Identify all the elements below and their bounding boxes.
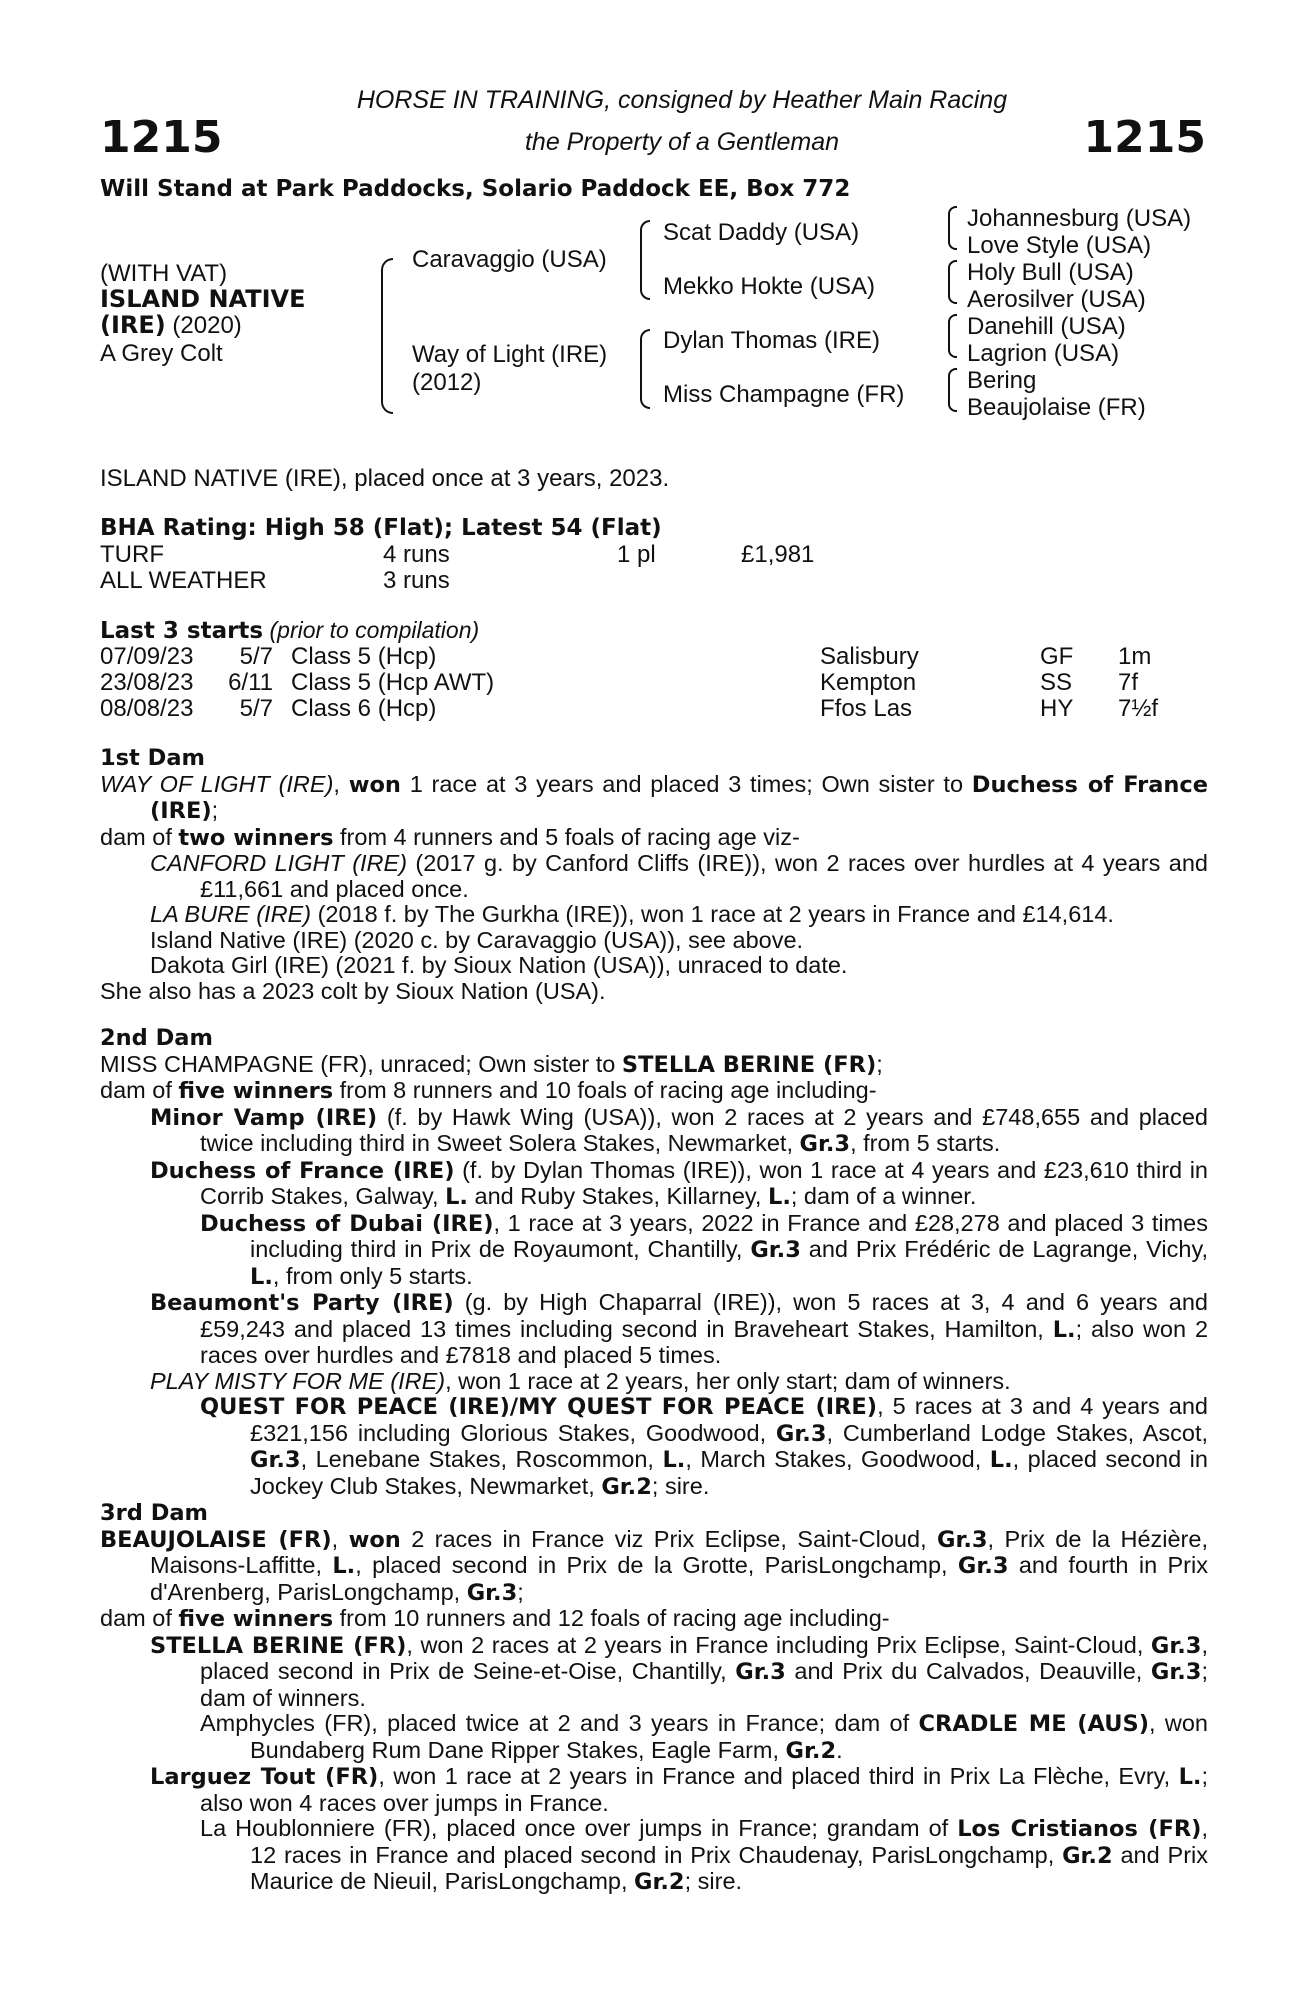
sibling-name: Duchess of France (IRE): [150, 771, 1209, 824]
produce-name: LA BURE (IRE): [150, 901, 312, 927]
last-starts-note: (prior to compilation): [269, 617, 480, 643]
text: , won 2 races at 2 years in France including Prix Eclipse, Saint-Cloud,: [406, 1631, 1151, 1658]
third-dam-summary: [100, 1527, 1208, 1607]
text: .: [836, 1736, 843, 1763]
text: , from 5 starts.: [850, 1130, 1001, 1156]
dam-name: BEAUJOLAISE (FR): [100, 1526, 332, 1553]
text: 1 race at 3 years and placed 3 times; Own sister to: [400, 770, 972, 797]
produce-item: [100, 1764, 1208, 1816]
text: ;: [876, 1050, 883, 1077]
stand-line: Will Stand at Park Paddocks, Solario Paddock EE, Box 772: [100, 176, 851, 202]
second-dam-summary: [100, 1052, 1208, 1079]
rating-earnings: £1,981: [741, 541, 815, 568]
produce-item: [100, 1211, 1208, 1291]
text: ; dam of winners.: [200, 1658, 1208, 1711]
text: , placed second in Prix de la Grotte, ParisLongchamp,: [355, 1552, 958, 1578]
pedigree-ggp-2: Love Style (USA): [967, 232, 1152, 259]
summary-line: ISLAND NATIVE (IRE), placed once at 3 years, 2023.: [100, 465, 670, 492]
text: ; sire.: [651, 1472, 710, 1499]
text: (2017 g. by Canford Cliffs (IRE)), won 2 races over hurdles at 4 years and £11,661 and placed once.: [200, 850, 1208, 902]
third-dam-heading: 3rd Dam: [100, 1500, 208, 1526]
produce-name: Duchess of Dubai (IRE): [200, 1210, 494, 1237]
produce-item: [100, 1711, 1208, 1764]
text: from 4 runners and 5 foals of racing age viz-: [333, 823, 800, 850]
produce-name: Los Cristianos (FR): [957, 1816, 1202, 1842]
start-race: Class 6 (Hcp): [291, 695, 437, 722]
consignor-line: HORSE IN TRAINING, consigned by Heather Main Racing: [356, 86, 1008, 114]
grade: L.: [1178, 1764, 1202, 1790]
pedigree-dam-dam: Miss Champagne (FR): [663, 381, 905, 408]
start-race: Class 5 (Hcp): [291, 643, 437, 670]
grade: Gr.3: [936, 1526, 988, 1553]
grade: Gr.3: [1150, 1632, 1202, 1659]
grade: Gr.3: [1150, 1659, 1202, 1685]
start-date: 23/08/23: [100, 669, 194, 696]
pedigree-brace-g1: [948, 206, 957, 250]
grade: Gr.3: [799, 1131, 851, 1157]
grade: L.: [989, 1447, 1013, 1473]
second-dam-heading: 2nd Dam: [100, 1025, 213, 1051]
text: La Houblonniere (FR), placed once over jumps in France; grandam of: [200, 1815, 958, 1841]
pedigree-dam-sire: Dylan Thomas (IRE): [663, 327, 880, 354]
lot-number-left: 1215: [100, 112, 223, 163]
text: , Lenebane Stakes, Roscommon,: [300, 1446, 663, 1472]
pedigree-brace-dam: [640, 329, 650, 409]
start-course: Kempton: [820, 669, 917, 696]
start-distance: 7½f: [1118, 695, 1159, 722]
text: , Cumberland Lodge Stakes, Ascot,: [826, 1419, 1208, 1446]
third-dam-produce-line: [100, 1606, 1208, 1633]
text: and Prix Maurice de Nieuil, ParisLongchamp,: [250, 1841, 1208, 1894]
horse-country: (IRE): [100, 311, 166, 339]
produce-name: CRADLE ME (AUS): [918, 1711, 1149, 1737]
grade: Gr.2: [1062, 1842, 1113, 1869]
text: , 1 race at 3 years, 2022 in France and £28,278 and placed 3 times including third in Prix de Royaumont, Chantilly,: [250, 1209, 1209, 1262]
start-course: Ffos Las: [820, 695, 913, 722]
text: and Prix du Calvados, Deauville,: [785, 1658, 1151, 1684]
first-dam-produce-line: [100, 825, 1208, 852]
grade: L.: [445, 1184, 468, 1210]
text: (g. by High Chaparral (IRE)), won 5 races at 3, 4 and 6 years and £59,243 and placed 13 times including second in Braveheart Stakes, Hamilton,: [200, 1289, 1208, 1342]
grade: Gr.3: [775, 1420, 827, 1447]
grade: L.: [332, 1553, 356, 1579]
pedigree-dam: Way of Light (IRE): [412, 341, 608, 368]
pedigree-brace-main: [381, 258, 393, 414]
produce-name: Beaumont's Party (IRE): [150, 1290, 454, 1316]
vat-label: (WITH VAT): [100, 260, 228, 287]
text: ; sire.: [684, 1868, 743, 1894]
first-dam-heading: 1st Dam: [100, 745, 205, 771]
produce-item: [100, 1105, 1208, 1158]
pedigree-ggp-3: Holy Bull (USA): [967, 259, 1134, 286]
pedigree-ggp-8: Beaujolaise (FR): [967, 394, 1146, 421]
text: (f. by Hawk Wing (USA)), won 2 races at 2 years and £748,655 and placed twice including third in Sweet Solera Stakes, Newmarket,: [200, 1103, 1208, 1156]
pedigree-brace-g3: [948, 314, 957, 358]
produce-name: Duchess of France (IRE): [150, 1157, 455, 1184]
won-label: won: [348, 1526, 401, 1553]
produce-name: STELLA BERINE (FR): [150, 1632, 407, 1659]
rating-heading: BHA Rating: High 58 (Flat); Latest 54 (Flat): [100, 515, 662, 541]
text: , won 1 race at 2 years, her only start; dam of winners.: [445, 1367, 1011, 1394]
text: , 5 races at 3 and 4 years and £321,156 including Glorious Stakes, Goodwood,: [250, 1393, 1208, 1446]
won-label: won: [348, 771, 401, 798]
text: dam of: [100, 1077, 179, 1103]
grade: L.: [662, 1447, 686, 1473]
last-starts-heading: [100, 617, 479, 644]
text: 2 races in France viz Prix Eclipse, Saint-Cloud,: [400, 1525, 937, 1552]
text: dam of: [100, 1605, 179, 1631]
text: , 12 races in France and placed second in Prix Chaudenay, ParisLongchamp,: [250, 1815, 1208, 1868]
text: , March Stakes, Goodwood,: [685, 1446, 990, 1472]
text: , won Bundaberg Rum Dane Ripper Stakes, Eagle Farm,: [250, 1710, 1208, 1763]
pedigree-ggp-5: Danehill (USA): [967, 313, 1126, 340]
produce-item: [100, 1158, 1208, 1211]
pedigree-brace-sire: [640, 220, 650, 300]
produce-item: [100, 902, 1208, 928]
rating-placed: 1 pl: [617, 541, 656, 568]
winners-count: five winners: [178, 1606, 334, 1632]
text: and Ruby Stakes, Killarney,: [467, 1183, 768, 1209]
start-going: HY: [1040, 695, 1074, 722]
grade: Gr.3: [250, 1447, 301, 1473]
rating-runs: 4 runs: [383, 541, 450, 568]
produce-item: Dakota Girl (IRE) (2021 f. by Sioux Nation (USA)), unraced to date.: [150, 952, 848, 978]
text: Amphycles (FR), placed twice at 2 and 3 years in France; dam of: [200, 1710, 919, 1736]
pedigree-dam-year: (2012): [412, 369, 482, 396]
produce-name: Minor Vamp (IRE): [150, 1104, 378, 1131]
pedigree-ggp-7: Bering: [967, 367, 1037, 394]
text: and fourth in Prix d'Arenberg, ParisLongchamp,: [150, 1552, 1208, 1605]
horse-name: ISLAND NATIVE: [100, 285, 306, 313]
grade: Gr.2: [601, 1473, 652, 1500]
text: , from only 5 starts.: [272, 1262, 473, 1289]
vendor-line: the Property of a Gentleman: [524, 128, 840, 156]
horse-year: (2020): [172, 312, 242, 339]
grade: L.: [1052, 1316, 1076, 1343]
produce-item: [100, 1290, 1208, 1369]
produce-item: [100, 1394, 1208, 1500]
produce-item: [100, 1369, 1208, 1395]
start-going: SS: [1040, 669, 1073, 696]
produce-name: Larguez Tout (FR): [150, 1764, 379, 1790]
start-distance: 1m: [1118, 643, 1152, 670]
start-race: Class 5 (Hcp AWT): [291, 669, 495, 696]
produce-note: She also has a 2023 colt by Sioux Nation (USA).: [100, 977, 606, 1004]
pedigree-ggp-1: Johannesburg (USA): [967, 205, 1192, 232]
text: ,: [331, 1525, 349, 1552]
text: , placed second in Prix de Seine-et-Oise, Chantilly,: [200, 1631, 1208, 1684]
horse-description: A Grey Colt: [100, 340, 223, 367]
lot-number-right: 1215: [1083, 112, 1206, 163]
grade: Gr.3: [957, 1553, 1009, 1579]
text: and Prix Frédéric de Lagrange, Vichy,: [800, 1236, 1208, 1262]
text: , placed second in Jockey Club Stakes, Newmarket,: [250, 1446, 1208, 1499]
grade: Gr.3: [750, 1237, 801, 1263]
produce-name: CANFORD LIGHT (IRE): [150, 850, 408, 876]
text: from 10 runners and 12 foals of racing age including-: [333, 1605, 890, 1631]
text: from 8 runners and 10 foals of racing age including-: [333, 1077, 877, 1103]
pedigree-sire: Caravaggio (USA): [412, 246, 607, 273]
grade: Gr.2: [634, 1869, 685, 1895]
text: , Prix de la Hézière, Maisons-Laffitte,: [150, 1525, 1208, 1578]
grade: L.: [250, 1263, 273, 1290]
produce-name: QUEST FOR PEACE (IRE)/MY QUEST FOR PEACE (IRE): [200, 1394, 878, 1420]
text: ; also won 4 races over jumps in France.: [200, 1763, 1208, 1816]
start-course: Salisbury: [820, 643, 919, 670]
sibling-name: STELLA BERINE (FR): [621, 1051, 877, 1078]
text: MISS CHAMPAGNE (FR), unraced; Own sister to: [100, 1050, 622, 1077]
text: (f. by Dylan Thomas (IRE)), won 1 race at 4 years and £23,610 third in Corrib Stakes, Galway,: [200, 1156, 1208, 1209]
dam-name: WAY OF LIGHT (IRE): [100, 770, 334, 797]
grade: Gr.3: [735, 1659, 786, 1685]
pedigree-sire-sire: Scat Daddy (USA): [663, 219, 860, 246]
text: ; dam of a winner.: [790, 1183, 977, 1209]
produce-item: Island Native (IRE) (2020 c. by Caravaggio (USA)), see above.: [150, 926, 804, 953]
text: ;: [211, 797, 219, 823]
pedigree-brace-g4: [948, 368, 957, 412]
second-dam-section: [100, 1025, 1208, 1500]
grade: Gr.3: [466, 1579, 518, 1606]
start-distance: 7f: [1118, 669, 1139, 696]
text: ;: [517, 1578, 524, 1605]
rating-surface: ALL WEATHER: [100, 567, 267, 594]
pedigree-brace-g2: [948, 260, 957, 304]
produce-name: PLAY MISTY FOR ME (IRE): [150, 1367, 446, 1394]
start-position: 6/11: [228, 669, 273, 696]
pedigree-ggp-6: Lagrion (USA): [967, 340, 1120, 367]
third-dam-section: [100, 1500, 1208, 1896]
text: , won 1 race at 2 years in France and placed third in Prix La Flèche, Evry,: [378, 1763, 1179, 1789]
start-going: GF: [1040, 643, 1074, 670]
winners-count: two winners: [178, 824, 334, 851]
start-position: 5/7: [239, 643, 273, 670]
produce-item: [100, 1816, 1208, 1896]
produce-item: [100, 1633, 1208, 1712]
start-date: 08/08/23: [100, 695, 194, 722]
grade: L.: [767, 1184, 791, 1210]
horse-country-year: [100, 313, 242, 338]
grade: Gr.2: [785, 1737, 837, 1764]
last-starts-title: Last 3 starts: [100, 618, 264, 644]
first-dam-section: [100, 745, 1208, 1004]
start-date: 07/09/23: [100, 643, 194, 670]
produce-item: [100, 851, 1208, 902]
second-dam-produce-line: [100, 1078, 1208, 1105]
first-dam-summary: WAY OF LIGHT (IRE), won 1 race at 3 years and placed 3 times; Own sister to Duchess of France (IRE);: [100, 770, 1209, 824]
text: dam of: [100, 823, 179, 850]
winners-count: five winners: [178, 1078, 334, 1104]
start-position: 5/7: [239, 695, 273, 722]
rating-surface: TURF: [100, 541, 164, 568]
rating-runs: 3 runs: [383, 567, 450, 594]
pedigree-sire-dam: Mekko Hokte (USA): [663, 273, 876, 300]
text: ; also won 2 races over hurdles and £7818 and placed 5 times.: [200, 1315, 1209, 1368]
text: (2018 f. by The Gurkha (IRE)), won 1 race at 2 years in France and £14,614.: [311, 901, 1114, 927]
pedigree-ggp-4: Aerosilver (USA): [967, 286, 1146, 313]
